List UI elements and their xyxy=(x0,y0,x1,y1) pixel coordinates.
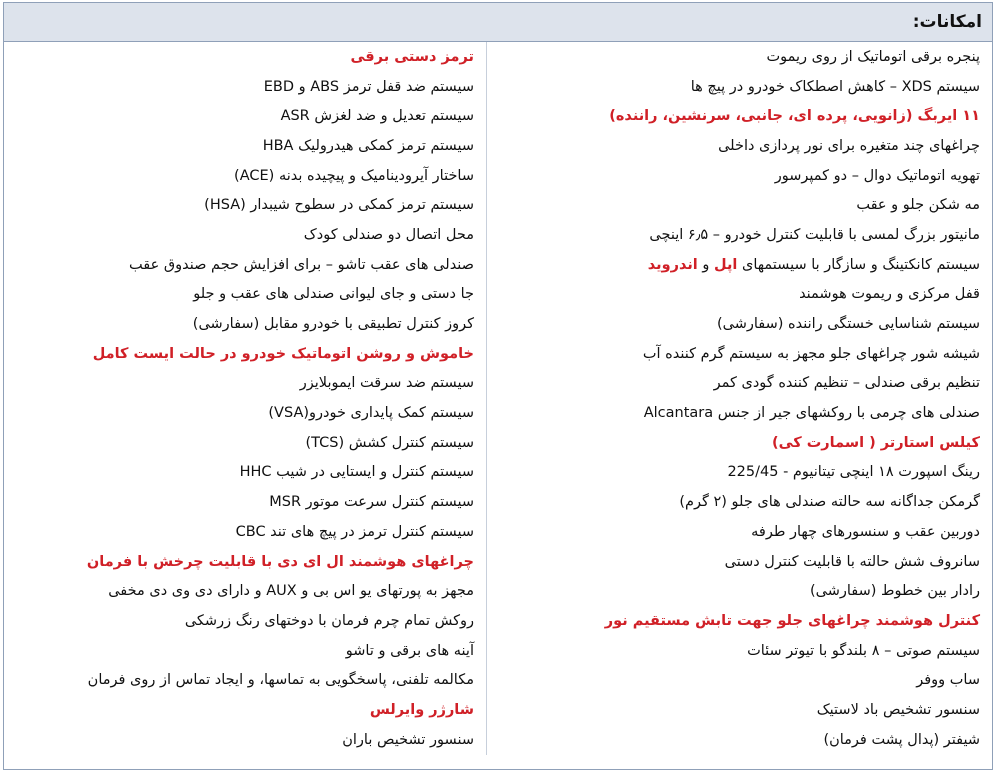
feature-cell-left: سیستم کنترل سرعت موتور MSR xyxy=(0,487,487,517)
feature-cell-left: روکش تمام چرم فرمان با دوختهای رنگ زرشکی xyxy=(0,606,487,636)
feature-cell-right: شیشه شور چراغهای جلو مجهز به سیستم گرم کننده آب xyxy=(642,345,980,362)
table-row xyxy=(0,398,992,428)
feature-cell-right: سیستم شناسایی خستگی راننده (سفارشی) xyxy=(716,316,980,333)
feature-cell-right: مه شکن جلو و عقب xyxy=(856,197,980,214)
table-title: امکانات: xyxy=(4,3,992,42)
feature-cell-right: ساب ووفر xyxy=(916,672,980,689)
features-table xyxy=(3,2,993,770)
table-row xyxy=(0,309,992,339)
feature-cell-left: سیستم تعدیل و ضد لغزش ASR xyxy=(0,101,487,131)
highlighted-text: اپل xyxy=(714,256,738,273)
table-row xyxy=(0,190,992,220)
feature-cell-left: سیستم ضد قفل ترمز ABS و EBD xyxy=(0,72,487,102)
table-row xyxy=(0,42,992,72)
feature-cell-left: سیستم کنترل ترمز در پیچ های تند CBC xyxy=(0,517,487,547)
feature-cell-right: ۱۱ ایربگ (زانویی، پرده ای، جانبی، سرنشین، راننده) xyxy=(609,108,980,125)
feature-cell-left: محل اتصال دو صندلی کودک xyxy=(0,220,487,250)
feature-cell-left: ترمز دستی برقی xyxy=(0,42,487,72)
feature-cell-left: سیستم کنترل و ایستایی در شیب HHC xyxy=(0,458,487,488)
feature-cell-left: ساختار آیرودینامیک و پیچیده بدنه (ACE) xyxy=(0,161,487,191)
feature-cell-right: صندلی های چرمی با روکشهای جیر از جنس Alcantara xyxy=(643,405,980,422)
table-row xyxy=(0,606,992,636)
feature-cell-left: خاموش و روشن اتوماتیک خودرو در حالت ایست کامل xyxy=(0,339,487,369)
feature-cell-left: سیستم کمک پایداری خودرو(VSA) xyxy=(0,398,487,428)
feature-cell-right: پنجره برقی اتوماتیک از روی ریموت xyxy=(766,48,980,65)
feature-cell-left: سیستم ترمز کمکی در سطوح شیبدار (HSA) xyxy=(0,190,487,220)
feature-cell-left: سیستم ترمز کمکی هیدرولیک HBA xyxy=(0,131,487,161)
table-row xyxy=(0,665,992,695)
feature-cell-left: چراغهای هوشمند ال ای دی با قابلیت چرخش با فرمان xyxy=(0,547,487,577)
table-row xyxy=(0,487,992,517)
features-grid xyxy=(0,42,992,755)
feature-cell-left: آینه های برقی و تاشو xyxy=(0,636,487,666)
table-row xyxy=(0,339,992,369)
feature-cell-right: سیستم XDS – کاهش اصطکاک خودرو در پیچ ها xyxy=(690,78,980,95)
feature-cell-right: کنترل هوشمند چراغهای جلو جهت تابش مستقیم نور xyxy=(604,612,980,629)
feature-cell-right: کیلس استارتر ( اسمارت کی) xyxy=(771,434,980,451)
table-row xyxy=(0,161,992,191)
feature-cell-right: سانروف شش حالته با قابلیت کنترل دستی xyxy=(724,553,980,570)
feature-cell-right: قفل مرکزی و ریموت هوشمند xyxy=(799,286,980,303)
table-row xyxy=(0,576,992,606)
feature-cell-right: شیفتر (پدال پشت فرمان) xyxy=(823,731,980,748)
table-row xyxy=(0,101,992,131)
feature-cell-right: رینگ اسپورت ۱۸ اینچی تیتانیوم - 225/45 xyxy=(727,464,980,481)
feature-text: و xyxy=(697,256,714,273)
table-row xyxy=(0,72,992,102)
feature-cell-left: سیستم کنترل کشش (TCS) xyxy=(0,428,487,458)
feature-text: سیستم کانکتینگ و سازگار با سیستمهای xyxy=(737,256,980,273)
table-row xyxy=(0,695,992,725)
table-row xyxy=(0,250,992,280)
feature-cell-right xyxy=(487,250,993,280)
table-row xyxy=(0,636,992,666)
feature-cell-right: دوربین عقب و سنسورهای چهار طرفه xyxy=(751,523,980,540)
feature-cell-right: سنسور تشخیص باد لاستیک xyxy=(816,701,980,718)
table-row xyxy=(0,458,992,488)
feature-cell-right: مانیتور بزرگ لمسی با قابلیت کنترل خودرو – ۶٫۵ اینچی xyxy=(649,226,980,243)
table-row xyxy=(0,547,992,577)
feature-cell-left: جا دستی و جای لیوانی صندلی های عقب و جلو xyxy=(0,280,487,310)
feature-cell-right: تنظیم برقی صندلی – تنظیم کننده گودی کمر xyxy=(713,375,980,392)
feature-cell-right: تهویه اتوماتیک دوال – دو کمپرسور xyxy=(774,167,980,184)
table-row xyxy=(0,517,992,547)
feature-cell-left: مجهز به پورتهای یو اس بی و AUX و دارای دی وی دی مخفی xyxy=(0,576,487,606)
table-row xyxy=(0,280,992,310)
feature-cell-right: گرمکن جداگانه سه حالته صندلی های جلو (۲ گرم) xyxy=(679,494,980,511)
highlighted-text: اندروید xyxy=(647,256,698,273)
feature-cell-left: مکالمه تلفنی، پاسخگویی به تماسها، و ایجاد تماس از روی فرمان xyxy=(0,665,487,695)
table-row xyxy=(0,131,992,161)
table-row xyxy=(0,428,992,458)
table-row xyxy=(0,220,992,250)
feature-cell-left: سیستم ضد سرقت ایموبلایزر xyxy=(0,369,487,399)
feature-cell-left: کروز کنترل تطبیقی با خودرو مقابل (سفارشی) xyxy=(0,309,487,339)
feature-cell-right: سیستم صوتی – ۸ بلندگو با تیوتر سئات xyxy=(747,642,980,659)
feature-cell-right: رادار بین خطوط (سفارشی) xyxy=(809,583,980,600)
feature-cell-right: چراغهای چند متغیره برای نور پردازی داخلی xyxy=(718,137,980,154)
table-row xyxy=(0,725,992,755)
feature-cell-left: صندلی های عقب تاشو – برای افزایش حجم صندوق عقب xyxy=(0,250,487,280)
table-row xyxy=(0,369,992,399)
feature-cell-left: شارژر وایرلس xyxy=(0,695,487,725)
feature-cell-left: سنسور تشخیص باران xyxy=(0,725,487,755)
